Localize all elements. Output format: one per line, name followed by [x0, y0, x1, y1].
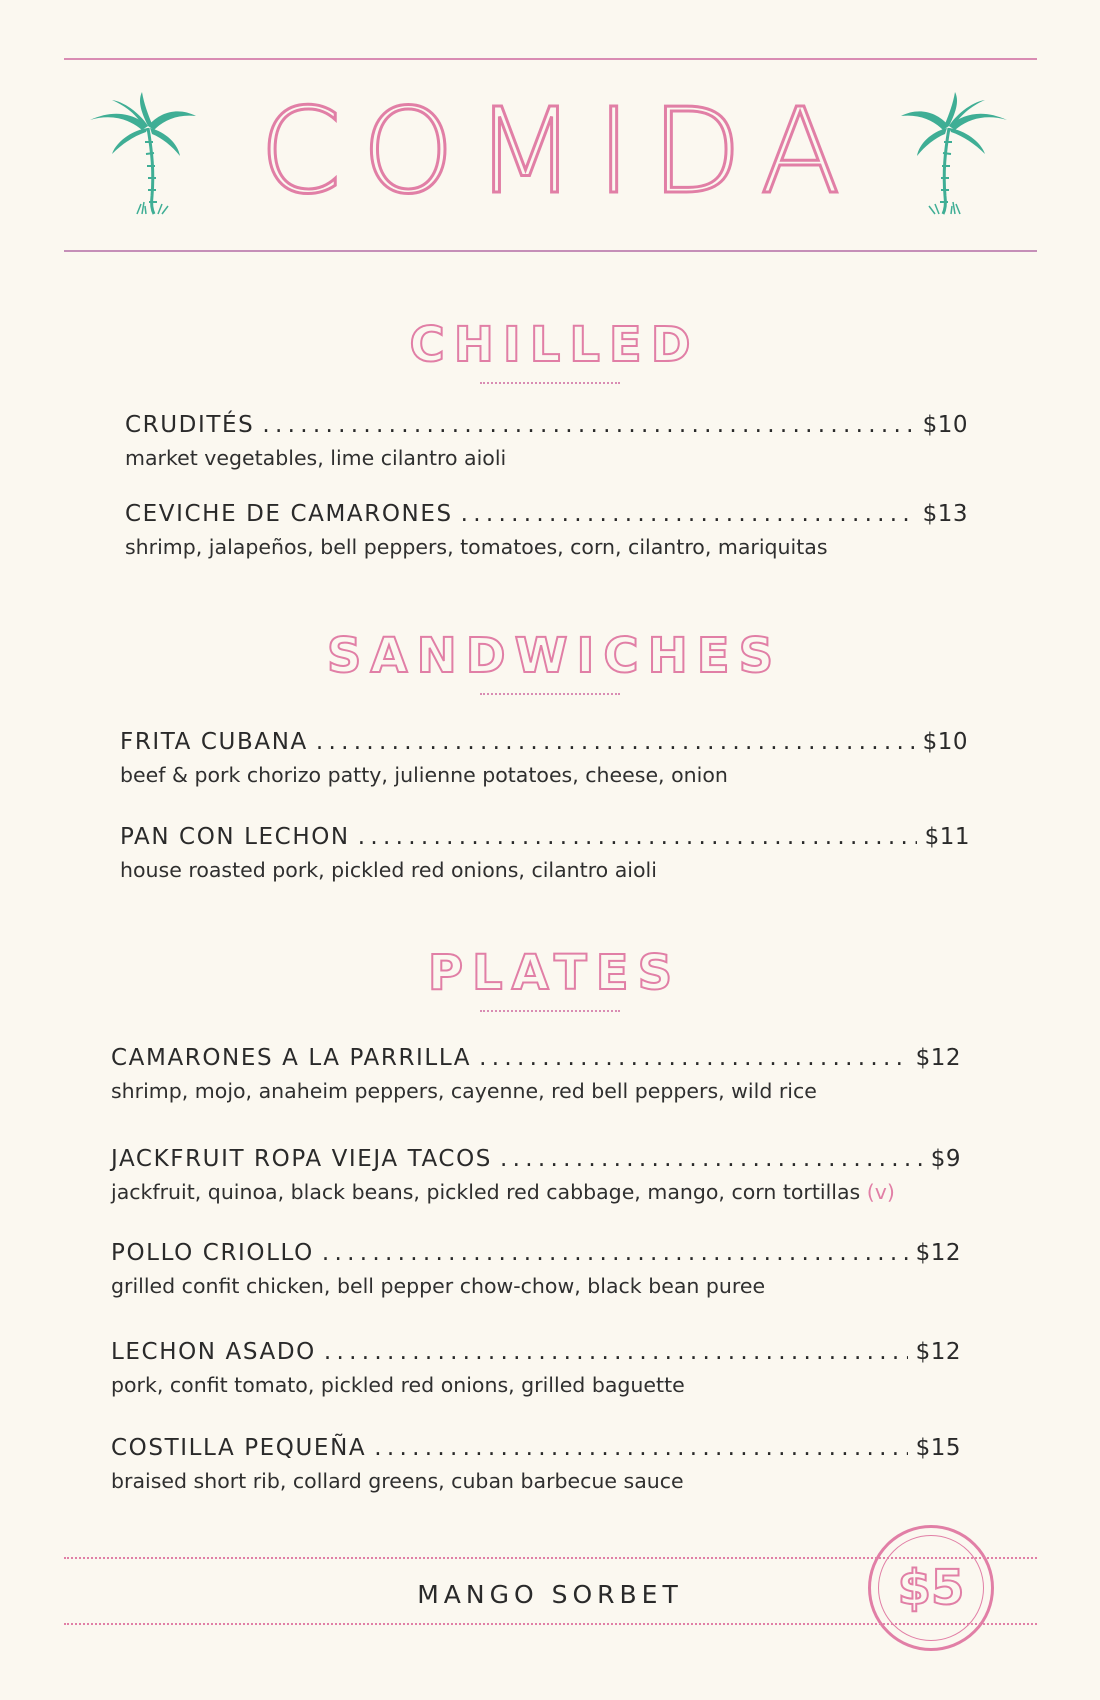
item-description: house roasted pork, pickled red onions, cilantro aioli	[120, 858, 657, 882]
item-price: $12	[915, 1339, 961, 1365]
item-name: FRITA CUBANA	[120, 729, 308, 755]
item-name: CRUDITÉS	[125, 412, 255, 438]
item-description	[111, 1180, 961, 1204]
item-description: shrimp, mojo, anaheim peppers, cayenne, red bell peppers, wild rice	[111, 1079, 817, 1103]
item-price: $10	[922, 729, 968, 755]
menu-item	[111, 1339, 961, 1397]
item-description: shrimp, jalapeños, bell peppers, tomatoes, corn, cilantro, mariquitas	[125, 535, 828, 559]
menu-item	[120, 729, 968, 787]
item-price: $9	[930, 1146, 961, 1172]
item-description: market vegetables, lime cilantro aioli	[125, 446, 507, 470]
item-name: CAMARONES A LA PARRILLA	[111, 1045, 472, 1071]
dot-leader	[374, 1435, 907, 1461]
menu-item	[111, 1045, 961, 1103]
menu-item	[120, 824, 970, 882]
item-price: $13	[922, 501, 968, 527]
dot-leader	[316, 729, 915, 755]
section-divider	[480, 693, 620, 695]
item-description: pork, confit tomato, pickled red onions, grilled baguette	[111, 1373, 685, 1397]
item-description: beef & pork chorizo patty, julienne potatoes, cheese, onion	[120, 763, 728, 787]
dot-leader	[324, 1339, 908, 1365]
section-title: SANDWICHES	[326, 628, 783, 684]
item-price: $15	[915, 1435, 961, 1461]
palm-tree-icon	[895, 92, 1015, 216]
item-name: CEVICHE DE CAMARONES	[125, 501, 453, 527]
item-name: PAN CON LECHON	[120, 824, 350, 850]
header-top-rule	[64, 58, 1037, 60]
item-price: $11	[924, 824, 970, 850]
section-divider	[480, 382, 620, 384]
vegetarian-tag: (v)	[866, 1180, 895, 1204]
menu-item	[125, 501, 968, 559]
section-divider	[480, 1010, 620, 1012]
dot-leader	[262, 412, 914, 438]
item-name: JACKFRUIT ROPA VIEJA TACOS	[111, 1146, 492, 1172]
item-description-text: jackfruit, quinoa, black beans, pickled red cabbage, mango, corn tortillas	[111, 1180, 861, 1204]
item-name: COSTILLA PEQUEÑA	[111, 1435, 367, 1461]
dot-leader	[500, 1146, 923, 1172]
menu-title: COMIDA	[259, 82, 861, 220]
menu-item	[111, 1146, 961, 1204]
section-heading-sandwiches	[0, 629, 1100, 695]
menu-item	[125, 412, 968, 470]
dot-leader	[322, 1240, 908, 1266]
item-price: $12	[915, 1240, 961, 1266]
dot-leader	[358, 824, 917, 850]
header-bottom-rule	[64, 250, 1037, 252]
section-title: CHILLED	[409, 317, 700, 373]
section-heading-chilled	[0, 318, 1100, 384]
item-name: POLLO CRIOLLO	[111, 1240, 314, 1266]
menu-item	[111, 1240, 961, 1298]
item-description: braised short rib, collard greens, cuban barbecue sauce	[111, 1469, 684, 1493]
dessert-price-badge	[868, 1525, 994, 1651]
section-heading-plates	[0, 946, 1100, 1012]
dot-leader	[479, 1045, 907, 1071]
item-name: LECHON ASADO	[111, 1339, 316, 1365]
dessert-name: MANGO SORBET	[417, 1580, 683, 1609]
dessert-price: $5	[897, 1560, 965, 1616]
item-description: grilled confit chicken, bell pepper chow-chow, black bean puree	[111, 1274, 766, 1298]
section-title: PLATES	[427, 945, 682, 1001]
dot-leader	[461, 501, 915, 527]
item-price: $10	[922, 412, 968, 438]
menu-item	[111, 1435, 961, 1493]
item-price: $12	[915, 1045, 961, 1071]
